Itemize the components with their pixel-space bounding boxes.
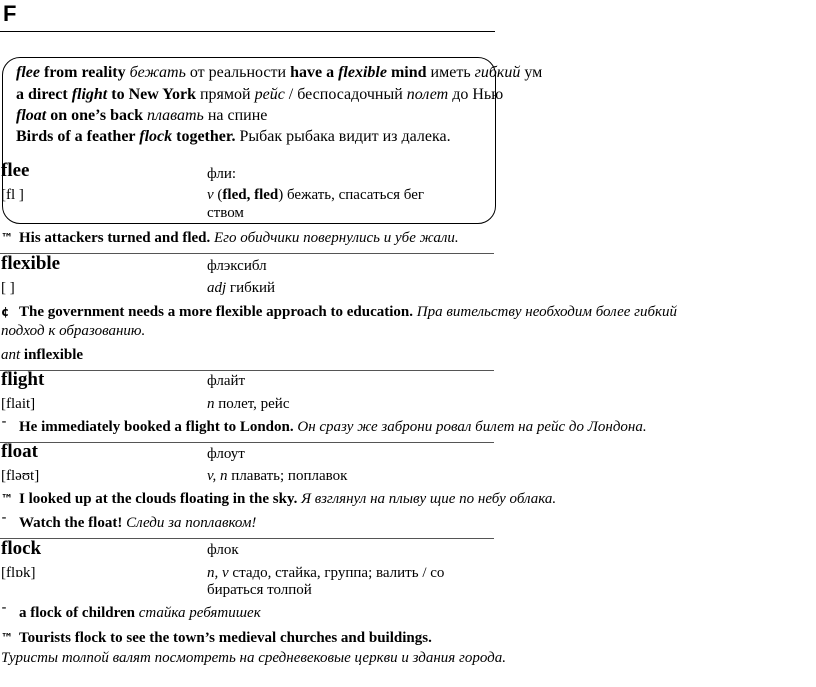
entry-word-flight: flight	[1, 369, 45, 390]
entry-def-cont-flock: бираться толпой	[207, 582, 312, 598]
bullet-icon: ¢	[1, 305, 10, 319]
entry-translit-flexible: флэксибл	[207, 258, 267, 274]
entry-translit-float: флоут	[207, 446, 245, 462]
entry-translit-flight: флайт	[207, 373, 246, 389]
entry-word-flock: flock	[1, 538, 42, 559]
entry-rule	[0, 538, 494, 539]
entry-def-flock: n, v стадо, стайка, группа; валить / со	[207, 565, 445, 581]
example-line: ˉ a flock of children стайка ребятишек	[1, 605, 261, 621]
example-line: ˉ Watch the float! Следи за поплавком!	[1, 515, 257, 531]
example-line-cont: Туристы толпой валят посмотреть на средневековые церкви и здания города.	[1, 650, 506, 666]
entry-word-float: float	[1, 441, 38, 462]
example-line: ˉ He immediately booked a flight to London. Он сразу же заброни ровал билет на рейс до Лондона.	[1, 419, 647, 435]
example-line: ™ Tourists flock to see the town’s medieval churches and buildings.	[1, 630, 432, 646]
entry-pron-flock: [flɒk]	[1, 565, 36, 581]
bullet-icon: ˉ	[1, 516, 7, 530]
entry-rule	[0, 370, 494, 371]
example-line-cont: подход к образованию.	[1, 323, 146, 339]
example-line: ™ His attackers turned and fled. Его обидчики повернулись и убе жали.	[1, 230, 459, 246]
bullet-icon: ˉ	[1, 420, 7, 434]
entry-def-flight: n полет, рейс	[207, 396, 290, 412]
bullet-icon: ™	[1, 492, 13, 506]
bullet-icon: ˉ	[1, 606, 7, 620]
entry-def-flexible: adj гибкий	[207, 280, 276, 296]
entry-def-cont-flee: ством	[207, 205, 244, 221]
entry-translit-flock: флок	[207, 542, 239, 558]
entry-pron-flexible: [ ]	[1, 280, 15, 296]
entry-def-float: v, n плавать; поплавок	[207, 468, 348, 484]
antonym-line: ant inflexible	[1, 347, 84, 363]
entry-def-flee: v (fled, fled) бежать, спасаться бег	[207, 187, 425, 203]
entry-word-flexible: flexible	[1, 253, 61, 274]
entry-rule	[0, 253, 494, 254]
phrase-line: flee from reality бежать от реальности have a flexible mind иметь гибкий ум	[16, 64, 543, 81]
entry-pron-float: [fləʊt]	[1, 468, 40, 484]
header-rule	[0, 31, 495, 32]
bullet-icon: ™	[1, 631, 13, 645]
bullet-icon: ™	[1, 231, 13, 245]
entry-translit-flee: фли:	[207, 166, 237, 182]
entry-pron-flee: [fl ]	[1, 187, 24, 203]
example-line: ¢ The government needs a more flexible approach to education. Пра вительству необходим более гибкий	[1, 304, 678, 320]
entry-rule	[0, 442, 494, 443]
phrase-line: float on one’s back плавать на спине	[16, 107, 268, 124]
entry-pron-flight: [flait]	[1, 396, 36, 412]
example-line: ™ I looked up at the clouds floating in the sky. Я взглянул на плыву щие по небу облака.	[1, 491, 557, 507]
section-letter: F	[3, 1, 17, 26]
phrase-line: Birds of a feather flock together. Рыбак рыбака видит из далека.	[16, 128, 451, 145]
phrase-line: a direct flight to New York прямой рейс / беспосадочный полет до Нью	[16, 86, 504, 103]
entry-word-flee: flee	[1, 160, 30, 181]
